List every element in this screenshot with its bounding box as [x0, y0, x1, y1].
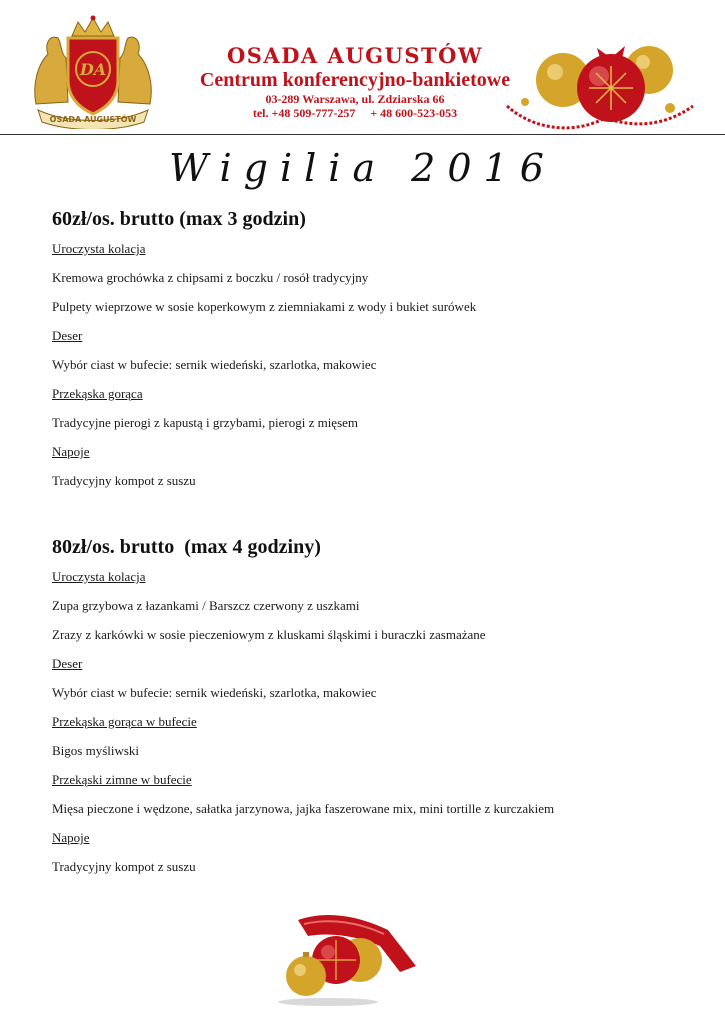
menu-option-80 [52, 533, 554, 888]
section-heading: Napoje [52, 830, 90, 845]
menu-item: Mięsa pieczone i wędzone, sałatka jarzynowa, jajka faszerowane mix, mini tortille z kurczakiem [52, 801, 555, 816]
menu-item: Wybór ciast w bufecie: sernik wiedeński, szarlotka, makowiec [52, 685, 377, 700]
section-heading: Przekąska gorąca [52, 386, 143, 401]
christmas-baubles-ribbon-icon [268, 910, 420, 1008]
menu-item: Pulpety wieprzowe w sosie koperkowym z ziemniakami z wody i bukiet surówek [52, 299, 477, 314]
menu-item: Bigos myśliwski [52, 743, 140, 758]
menu-item: Wybór ciast w bufecie: sernik wiedeński, szarlotka, makowiec [52, 357, 377, 372]
menu-price-heading: 60zł/os. brutto (max 3 godzin) [52, 208, 306, 230]
brand-name: OSADA AUGUSTÓW [226, 43, 484, 68]
section-heading: Uroczysta kolacja [52, 241, 146, 256]
svg-text:DA: DA [79, 60, 107, 79]
brand-subtitle: Centrum konferencyjno-bankietowe [199, 69, 511, 91]
letterhead-text [170, 44, 540, 120]
letterhead [0, 0, 725, 135]
menu-price-heading: 80zł/os. brutto (max 4 godziny) [52, 536, 321, 558]
phone-numbers: tel. +48 509-777-257 + 48 600-523-053 [252, 106, 458, 120]
section-heading: Deser [52, 656, 83, 671]
menu-item: Zupa grzybowa z łazankami / Barszcz czerwony z uszkami [52, 598, 360, 613]
menu-item: Tradycyjne pierogi z kapustą i grzybami, pierogi z mięsem [52, 415, 359, 430]
svg-text:OSADA AUGUSTÓW: OSADA AUGUSTÓW [49, 115, 137, 124]
section-heading: Deser [52, 328, 83, 343]
address: 03-289 Warszawa, ul. Zdziarska 66 [265, 92, 445, 106]
menu-option-60 [52, 205, 476, 502]
page-title: Wigilia 2016 [169, 146, 556, 190]
header-divider [0, 134, 725, 135]
section-heading: Uroczysta kolacja [52, 569, 146, 584]
menu-item: Kremowa grochówka z chipsami z boczku / rosół tradycyjny [52, 270, 369, 285]
section-heading: Napoje [52, 444, 90, 459]
menu-item: Tradycyjny kompot z suszu [52, 859, 196, 874]
osada-augustow-crest-logo [28, 14, 158, 129]
section-heading: Przekąska gorąca w bufecie [52, 714, 197, 729]
menu-item: Zrazy z karkówki w sosie pieczeniowym z kluskami śląskimi i buraczki zasmażane [52, 627, 486, 642]
menu-item: Tradycyjny kompot z suszu [52, 473, 196, 488]
christmas-baubles-icon [505, 36, 695, 136]
section-heading: Przekąski zimne w bufecie [52, 772, 192, 787]
